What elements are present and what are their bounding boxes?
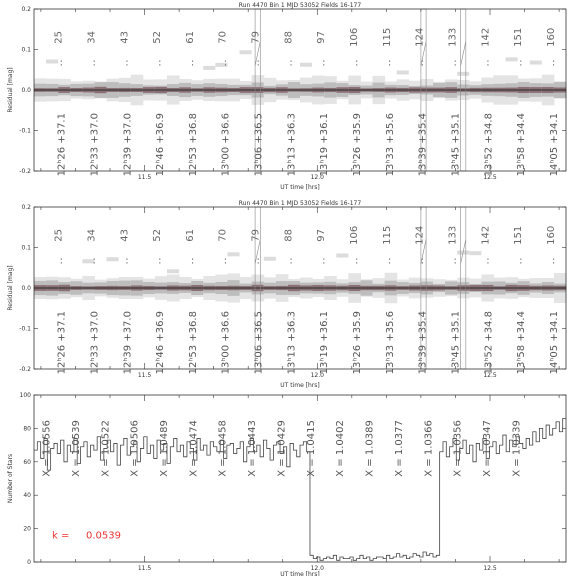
y-axis-label: Residual [mag] — [7, 67, 14, 113]
field-number-label: 34 — [86, 228, 98, 242]
x-tick-label: 12.5 — [483, 565, 497, 572]
field-number-label: 70 — [217, 30, 229, 44]
field-separator: : — [387, 57, 392, 69]
field-separator: : — [420, 57, 425, 69]
x-tick-label: 12.0 — [310, 372, 324, 379]
field-coord-label: 12ʰ33 +37.0 — [89, 113, 101, 177]
y-tick-label: 0.1 — [21, 46, 31, 54]
field-coord-label: 13ʰ39 +35.4 — [417, 311, 429, 375]
y-tick-label: 20 — [23, 525, 31, 533]
heatmap-cell — [530, 61, 542, 65]
y-tick-label: 0.0 — [21, 285, 31, 292]
field-number-label: 106 — [349, 27, 360, 47]
field-number-label: 52 — [152, 228, 164, 242]
heatmap-cell — [336, 253, 348, 257]
field-separator: : — [125, 57, 129, 69]
airmass-label: X = 1.0458 — [217, 420, 229, 477]
field-number-label: 142 — [480, 225, 492, 245]
x-axis-label: UT time [hrs] — [280, 184, 320, 191]
panel-title: Run 4470 Bin 1 MJD 53052 Fields 16-177 — [238, 2, 362, 9]
field-separator: : — [519, 255, 523, 267]
y-tick-label: -0.1 — [19, 127, 31, 135]
field-number-label: 115 — [381, 27, 393, 47]
field-coord-label: 12ʰ46 +36.9 — [155, 113, 167, 177]
x-tick-label: 11.5 — [137, 372, 152, 379]
bad-field-hatch — [461, 41, 466, 65]
y-tick-label: -0.2 — [19, 168, 31, 175]
field-number-label: 70 — [217, 228, 229, 242]
heatmap-cell — [457, 72, 469, 76]
field-number-label: 25 — [53, 228, 65, 242]
field-number-label: 97 — [316, 228, 328, 242]
heatmap-cell — [397, 70, 409, 74]
field-coord-label: 12ʰ39 +37.0 — [122, 311, 134, 375]
field-separator: : — [158, 57, 162, 69]
field-separator: : — [453, 255, 457, 267]
airmass-label: X = 1.0389 — [364, 420, 376, 477]
k-label: k = — [52, 530, 70, 542]
field-separator: : — [289, 57, 293, 69]
x-tick-label: 12.5 — [483, 372, 497, 379]
heatmap-cell — [300, 63, 312, 67]
y-tick-label: 60 — [23, 458, 31, 466]
field-separator: : — [59, 255, 64, 267]
airmass-label: X = 1.0429 — [276, 420, 288, 477]
airmass-label: X = 1.0415 — [305, 420, 317, 477]
field-separator: : — [322, 57, 326, 69]
field-number-label: 106 — [349, 225, 360, 245]
field-separator: : — [92, 57, 96, 69]
field-separator: : — [125, 255, 129, 267]
field-coord-label: 12ʰ26 +37.1 — [56, 113, 68, 177]
y-tick-label: -0.1 — [19, 325, 31, 333]
field-coord-label: 13ʰ33 +35.6 — [384, 311, 396, 375]
field-number-label: 133 — [447, 225, 459, 245]
y-tick-label: 40 — [23, 492, 31, 500]
y-tick-label: 0.0 — [21, 87, 31, 94]
field-number-label: 124 — [414, 225, 426, 245]
field-separator: : — [289, 255, 293, 267]
y-tick-label: 100 — [19, 392, 31, 399]
field-separator: : — [256, 255, 260, 267]
field-separator: : — [223, 255, 228, 267]
field-number-label: 160 — [545, 27, 557, 47]
y-tick-label: 80 — [23, 425, 31, 433]
x-tick-label: 12.0 — [310, 565, 324, 572]
x-tick-label: 11.5 — [137, 174, 152, 181]
field-coord-label: 13ʰ06 +36.5 — [253, 113, 265, 177]
field-separator: : — [256, 57, 260, 69]
field-coord-label: 12ʰ39 +37.0 — [122, 113, 134, 177]
field-number-label: 88 — [283, 30, 295, 44]
y-axis-label: Number of Stars — [7, 453, 14, 504]
field-number-label: 133 — [447, 27, 459, 47]
field-coord-label: 13ʰ45 +35.1 — [450, 311, 462, 375]
field-coord-label: 12ʰ53 +36.8 — [187, 311, 199, 375]
field-coord-label: 13ʰ45 +35.1 — [450, 113, 462, 177]
field-coord-label: 13ʰ13 +36.3 — [286, 311, 298, 375]
heatmap-cell — [506, 57, 518, 61]
field-separator: : — [486, 255, 490, 267]
field-coord-label: 13ʰ06 +36.5 — [253, 311, 265, 375]
heatmap-cell — [240, 50, 252, 54]
field-number-label: 61 — [184, 30, 196, 44]
field-separator: : — [420, 255, 425, 267]
airmass-label: X = 1.0377 — [393, 420, 405, 477]
field-number-label: 79 — [250, 30, 262, 44]
y-tick-label: 0.2 — [21, 6, 31, 13]
field-number-label: 79 — [250, 228, 262, 242]
field-coord-label: 13ʰ26 +35.9 — [352, 311, 363, 375]
y-axis-label: Residual [mag] — [7, 265, 14, 311]
airmass-label: X = 1.0556 — [41, 420, 53, 477]
airmass-label: X = 1.0443 — [247, 420, 259, 477]
field-separator: : — [322, 255, 326, 267]
heatmap-cell — [46, 59, 58, 63]
x-tick-label: 12.5 — [483, 174, 497, 181]
airmass-label: X = 1.0366 — [423, 420, 435, 477]
field-number-label: 97 — [316, 30, 328, 44]
field-separator: : — [92, 255, 96, 267]
heatmap-cell — [107, 257, 119, 261]
k-value: 0.0539 — [86, 530, 121, 542]
field-number-label: 151 — [513, 27, 525, 47]
field-coord-label: 14ʰ05 +34.1 — [548, 311, 560, 375]
field-separator: : — [190, 255, 195, 267]
field-coord-label: 13ʰ52 +34.8 — [483, 113, 495, 177]
heatmap-cell — [167, 269, 179, 273]
field-number-label: 43 — [119, 228, 131, 242]
x-tick-label: 11.5 — [137, 565, 152, 572]
field-separator: : — [387, 255, 392, 267]
field-number-label: 124 — [414, 27, 426, 47]
field-number-label: 52 — [152, 30, 164, 44]
field-number-label: 160 — [545, 225, 557, 245]
field-separator: : — [519, 57, 523, 69]
heatmap-cell — [264, 257, 276, 261]
field-coord-label: 12ʰ26 +37.1 — [56, 311, 68, 375]
field-coord-label: 13ʰ26 +35.9 — [352, 113, 363, 177]
field-number-label: 61 — [184, 228, 196, 242]
field-coord-label: 13ʰ00 +36.6 — [220, 113, 232, 177]
field-coord-label: 13ʰ33 +35.6 — [384, 113, 396, 177]
field-coord-label: 13ʰ58 +34.4 — [516, 311, 528, 375]
field-separator: : — [355, 255, 359, 267]
field-number-label: 142 — [480, 27, 492, 47]
star-count-panel — [7, 392, 566, 576]
field-number-label: 115 — [381, 225, 393, 245]
field-separator: : — [551, 255, 556, 267]
airmass-label: X = 1.0522 — [100, 420, 112, 477]
field-number-label: 34 — [86, 30, 98, 44]
y-tick-label: 0.1 — [21, 244, 31, 252]
x-axis-label: UT time [hrs] — [280, 382, 320, 389]
field-coord-label: 12ʰ33 +37.0 — [89, 311, 101, 375]
airmass-label: X = 1.0347 — [482, 420, 493, 477]
field-separator: : — [355, 57, 359, 69]
field-separator: : — [486, 57, 490, 69]
airmass-label: X = 1.0489 — [159, 420, 170, 477]
heatmap-cell — [469, 251, 481, 255]
airmass-label: X = 1.0506 — [129, 420, 141, 477]
field-coord-label: 13ʰ13 +36.3 — [286, 113, 298, 177]
field-coord-label: 13ʰ19 +36.1 — [319, 113, 331, 177]
field-coord-label: 12ʰ53 +36.8 — [187, 113, 199, 177]
field-separator: : — [190, 57, 195, 69]
field-separator: : — [223, 57, 228, 69]
airmass-label: X = 1.0402 — [335, 420, 347, 477]
heatmap-cell — [203, 66, 215, 70]
field-coord-label: 13ʰ39 +35.4 — [417, 113, 429, 177]
residual-panel-1 — [7, 2, 567, 191]
x-tick-label: 12.0 — [310, 174, 324, 181]
field-number-label: 43 — [119, 30, 131, 44]
airmass-label: X = 1.0356 — [452, 420, 464, 477]
field-coord-label: 13ʰ19 +36.1 — [319, 311, 331, 375]
airmass-label: X = 1.0539 — [70, 420, 82, 477]
y-tick-label: 0.2 — [21, 204, 31, 211]
heatmap-cell — [227, 252, 239, 256]
field-coord-label: 13ʰ58 +34.4 — [516, 113, 528, 177]
field-coord-label: 14ʰ05 +34.1 — [548, 113, 560, 177]
field-number-label: 88 — [283, 228, 295, 242]
field-coord-label: 13ʰ00 +36.6 — [220, 311, 232, 375]
airmass-label: X = 1.0339 — [511, 420, 523, 477]
field-separator: : — [158, 255, 162, 267]
field-separator: : — [59, 57, 64, 69]
y-tick-label: 0 — [27, 559, 31, 566]
field-number-label: 151 — [513, 225, 525, 245]
airmass-label: X = 1.0474 — [188, 420, 200, 477]
panel-title: Run 4470 Bin 1 MJD 53052 Fields 16-177 — [238, 200, 362, 207]
y-tick-label: -0.2 — [19, 366, 31, 373]
field-coord-label: 12ʰ46 +36.9 — [155, 311, 167, 375]
field-separator: : — [551, 57, 556, 69]
residual-panel-2 — [7, 200, 567, 389]
x-axis-label: UT time [hrs] — [280, 571, 320, 576]
field-coord-label: 13ʰ52 +34.8 — [483, 311, 495, 375]
field-separator: : — [453, 57, 457, 69]
field-number-label: 25 — [53, 30, 65, 44]
